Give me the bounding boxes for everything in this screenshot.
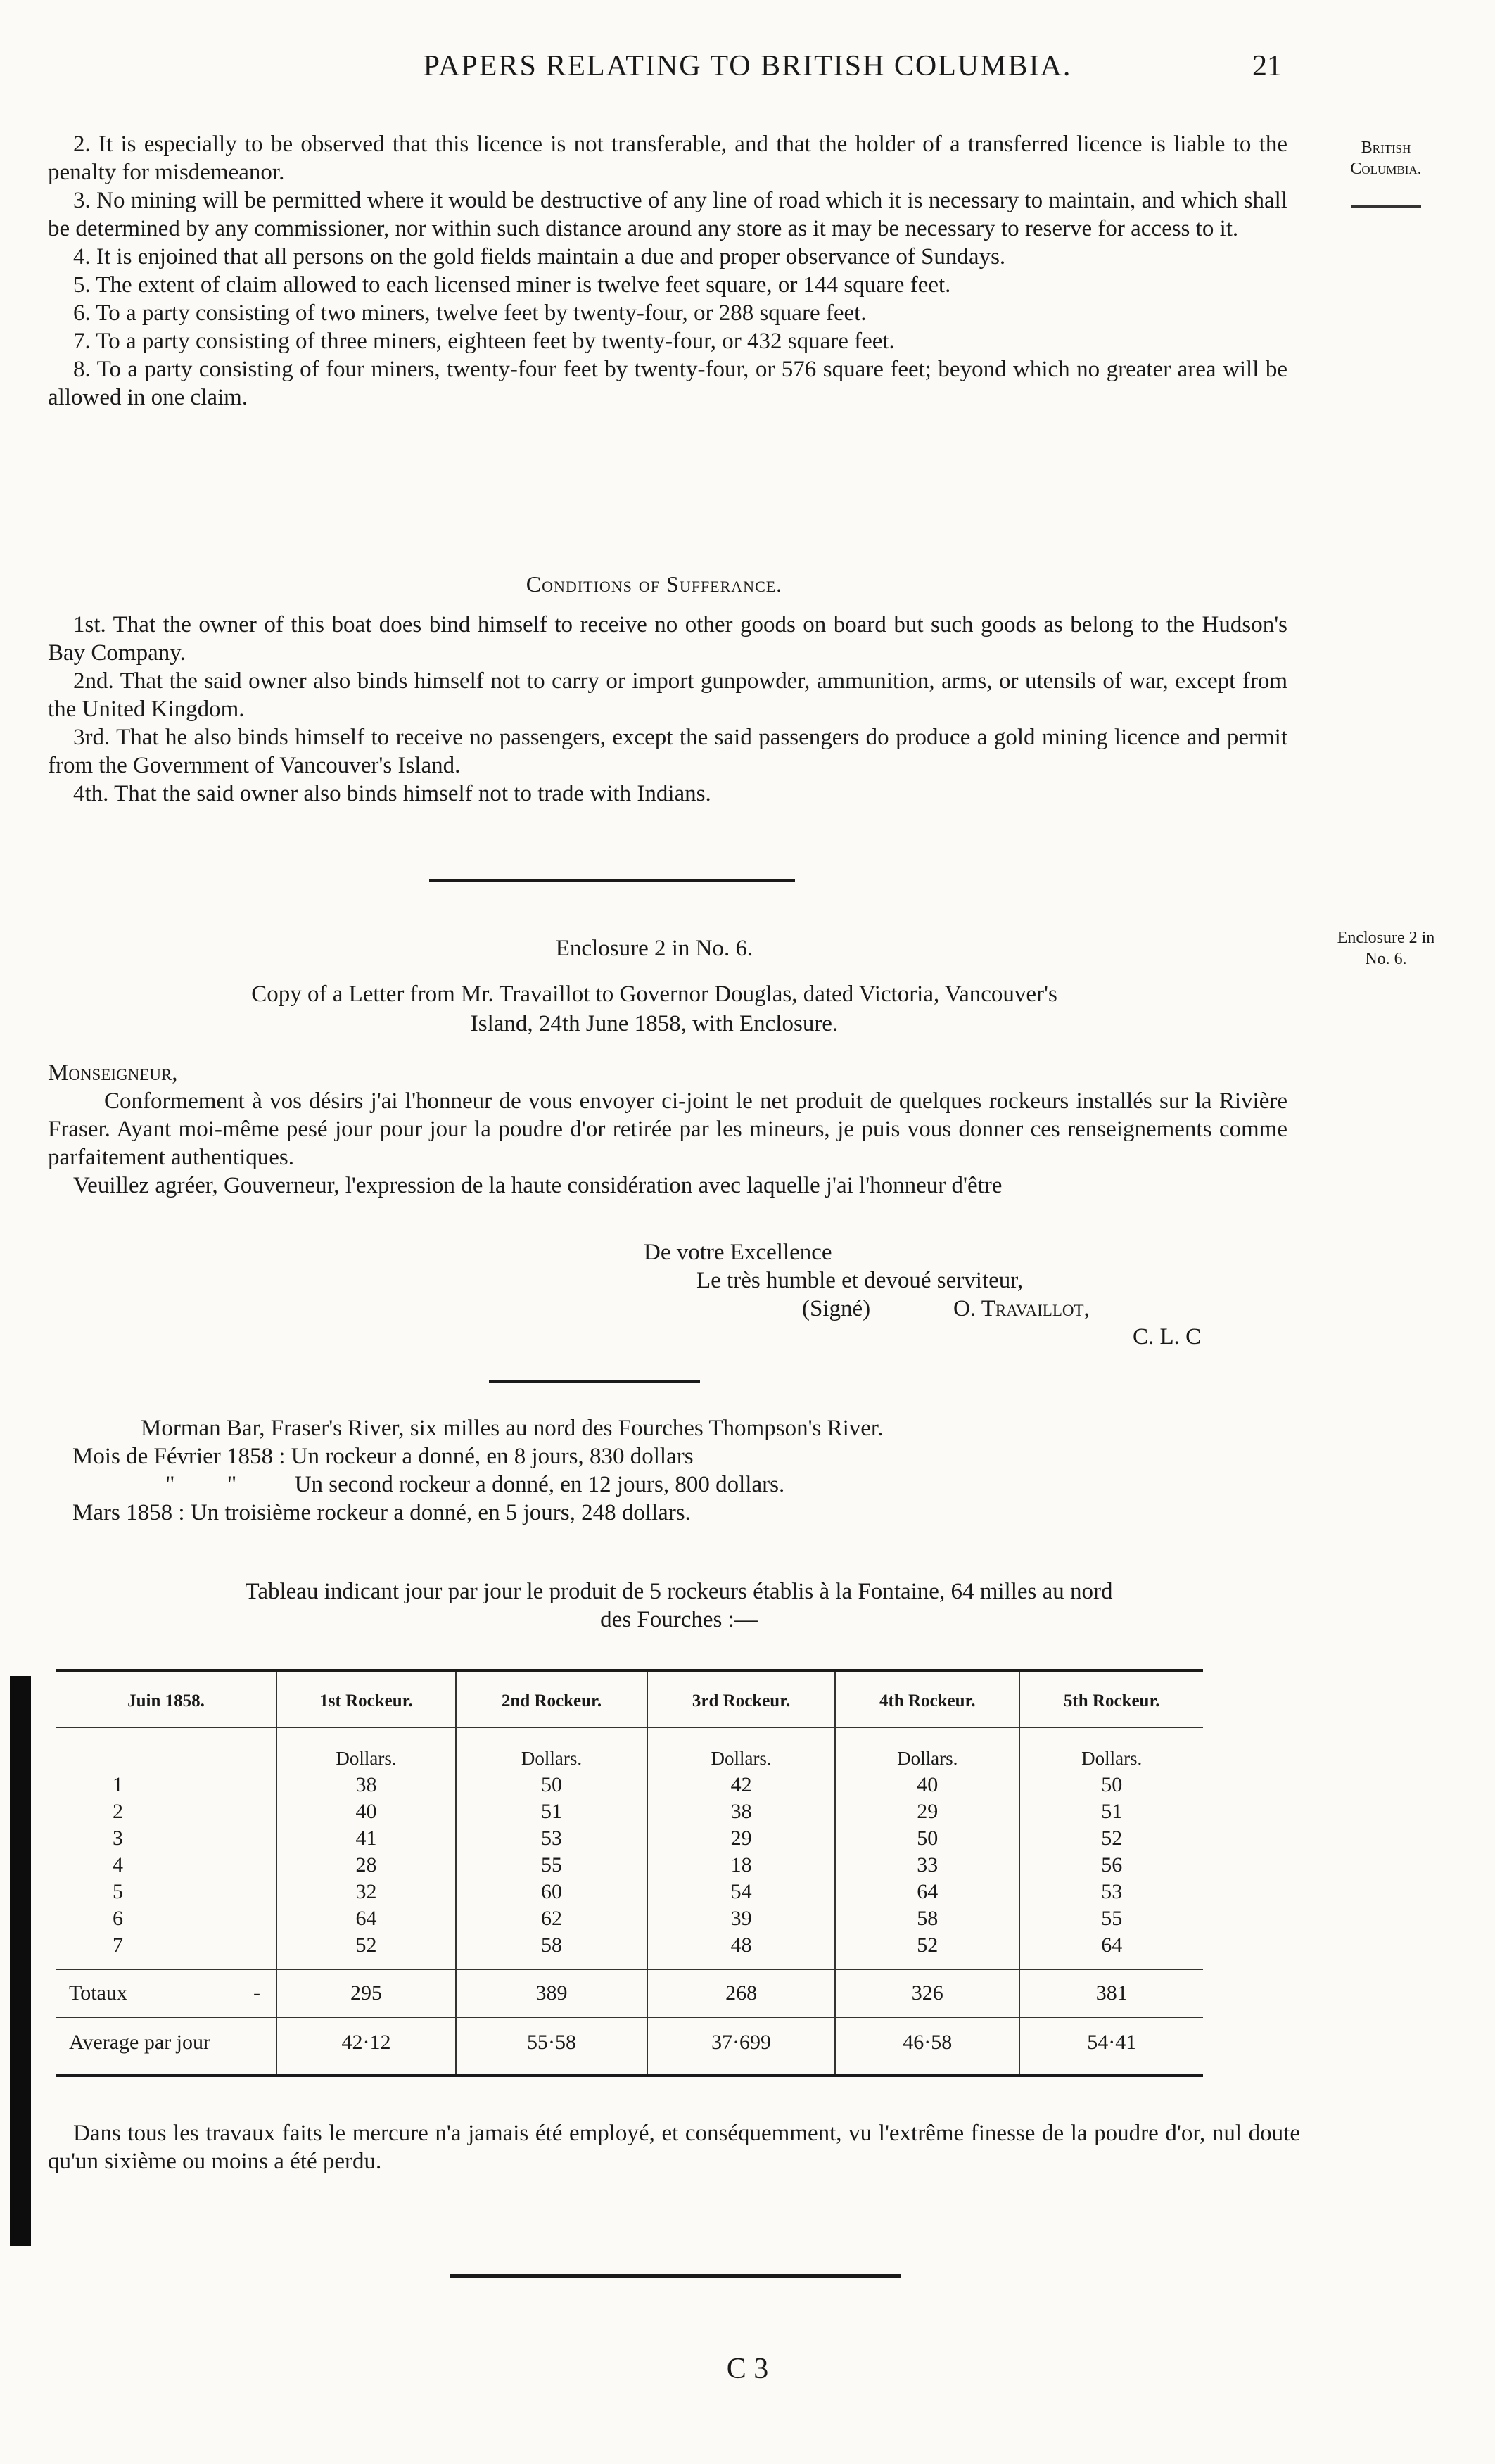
table-row <box>56 1798 1203 1825</box>
table-header: 1st Rockeur. <box>276 1670 456 1727</box>
table-cell: 38 <box>276 1772 456 1798</box>
sufferance-item: 1st. That the owner of this boat does bind himself to receive no other goods on board but such goods as belong to the Hudson's Bay Company. <box>48 612 1287 666</box>
table-cell: 29 <box>835 1798 1019 1825</box>
unit-label: Dollars. <box>1019 1727 1203 1772</box>
letter-signer: O. Travaillot, <box>953 1296 1090 1321</box>
margin-note-enclosure <box>1305 927 1467 970</box>
table-cell: 28 <box>276 1852 456 1879</box>
rockeur-table <box>56 1669 1203 2077</box>
section-divider <box>489 1380 700 1383</box>
average-cell: 42·12 <box>276 2017 456 2076</box>
table-cell: 52 <box>276 1932 456 1969</box>
average-cell: 54·41 <box>1019 2017 1203 2076</box>
table-cell <box>56 1727 276 1772</box>
table-cell: 58 <box>456 1932 647 1969</box>
margin-note-line: British <box>1361 139 1411 157</box>
table-cell: 29 <box>647 1825 835 1852</box>
letter-body <box>48 1059 1287 1200</box>
table-cell: 58 <box>835 1905 1019 1932</box>
table-cell: 18 <box>647 1852 835 1879</box>
averages-row <box>56 2017 1203 2076</box>
table-cell: 50 <box>835 1825 1019 1852</box>
letter-paragraph: Veuillez agréer, Gouverneur, l'expression de la haute considération avec laquelle j'ai l'honneur d'être <box>73 1173 1003 1198</box>
letter-signed: (Signé) <box>802 1296 871 1321</box>
table-cell: 53 <box>1019 1879 1203 1905</box>
table-header: 2nd Rockeur. <box>456 1670 647 1727</box>
table-header-row <box>56 1670 1203 1727</box>
table-header: Juin 1858. <box>127 1691 205 1710</box>
total-cell: 295 <box>276 1969 456 2017</box>
average-cell: 37·699 <box>647 2017 835 2076</box>
table-cell: 64 <box>276 1905 456 1932</box>
table-cell: 55 <box>456 1852 647 1879</box>
table-row <box>56 1772 1203 1798</box>
mormon-bar-line: Morman Bar, Fraser's River, six milles au nord des Fourches Thompson's River. <box>141 1416 884 1441</box>
unit-label: Dollars. <box>835 1727 1019 1772</box>
mormon-bar-line: Mois de Février 1858 : Un rockeur a donné, en 8 jours, 830 dollars <box>72 1444 694 1469</box>
mormon-bar-line: Mars 1858 : Un troisième rockeur a donné, en 5 jours, 248 dollars. <box>72 1500 691 1525</box>
table-cell: 38 <box>647 1798 835 1825</box>
table-cell: 41 <box>276 1825 456 1852</box>
totals-label <box>56 1969 276 2017</box>
table-cell: 42 <box>647 1772 835 1798</box>
page-footer-signature: C 3 <box>726 2353 769 2385</box>
letter-salutation: Monseigneur, <box>48 1060 178 1086</box>
table-cell: 40 <box>276 1798 456 1825</box>
table-row <box>56 1932 1203 1969</box>
sufferance-item: 4th. That the said owner also binds himself not to trade with Indians. <box>73 781 711 806</box>
licence-rules <box>48 130 1287 412</box>
table-cell: 64 <box>835 1879 1019 1905</box>
table-cell: 52 <box>835 1932 1019 1969</box>
page-header-title: PAPERS RELATING TO BRITISH COLUMBIA. <box>423 50 1072 82</box>
table-cell: 39 <box>647 1905 835 1932</box>
rule-item: 5. The extent of claim allowed to each licensed miner is twelve feet square, or 144 square feet. <box>73 272 951 298</box>
day-cell: 2 <box>113 1800 123 1823</box>
average-label: Average par jour <box>56 2017 276 2076</box>
table-header: 4th Rockeur. <box>835 1670 1019 1727</box>
rule-item: 2. It is especially to be observed that this licence is not transferable, and that the holder of a transferred licence is liable to the penalty for misdemeanor. <box>48 132 1287 185</box>
letter-closing: De votre Excellence <box>644 1240 832 1265</box>
mormon-bar-line: " " Un second rockeur a donné, en 12 jours, 800 dollars. <box>165 1472 785 1497</box>
day-cell: 7 <box>113 1933 123 1957</box>
rule-item: 8. To a party consisting of four miners, twenty-four feet by twenty-four, or 576 square feet; beyond which no greater area will be allowed in one claim. <box>48 357 1287 410</box>
total-cell: 389 <box>456 1969 647 2017</box>
table-cell: 54 <box>647 1879 835 1905</box>
tableau-caption-line: des Fourches :— <box>600 1607 758 1632</box>
table-cell: 48 <box>647 1932 835 1969</box>
table-cell: 50 <box>1019 1772 1203 1798</box>
table-cell: 33 <box>835 1852 1019 1879</box>
table-cell: 60 <box>456 1879 647 1905</box>
table-cell: 51 <box>456 1798 647 1825</box>
rule-item: 6. To a party consisting of two miners, twelve feet by twenty-four, or 288 square feet. <box>73 300 867 326</box>
table-cell: 64 <box>1019 1932 1203 1969</box>
table-unit-row <box>56 1727 1203 1772</box>
day-cell: 4 <box>113 1853 123 1876</box>
table-row <box>56 1852 1203 1879</box>
table-cell: 53 <box>456 1825 647 1852</box>
page-number: 21 <box>1252 50 1282 82</box>
table-row <box>56 1879 1203 1905</box>
rule-item: 4. It is enjoined that all persons on the gold fields maintain a due and proper observance of Sundays. <box>73 244 1006 269</box>
sufferance-item: 2nd. That the said owner also binds himself not to carry or import gunpowder, ammunition, arms, or utensils of war, except from the United Kingdom. <box>48 668 1287 722</box>
tableau-caption-line: Tableau indicant jour par jour le produit de 5 rockeurs établis à la Fontaine, 64 milles au nord <box>245 1579 1113 1604</box>
average-cell: 46·58 <box>835 2017 1019 2076</box>
sufferance-item: 3rd. That he also binds himself to receive no passengers, except the said passengers do produce a gold mining licence and permit from the Government of Vancouver's Island. <box>48 725 1287 778</box>
sufferance-list <box>48 611 1287 808</box>
unit-label: Dollars. <box>456 1727 647 1772</box>
table-cell: 52 <box>1019 1825 1203 1852</box>
letter-closing: Le très humble et devoué serviteur, <box>696 1268 1024 1293</box>
margin-note-line: Columbia. <box>1350 160 1422 178</box>
enclosure-caption-line: Island, 24th June 1858, with Enclosure. <box>470 1011 839 1036</box>
margin-note-british-columbia <box>1305 137 1467 179</box>
table-cell: 32 <box>276 1879 456 1905</box>
average-cell: 55·58 <box>456 2017 647 2076</box>
rule-item: 3. No mining will be permitted where it would be destructive of any line of road which it is necessary to maintain, and which shall be determined by any commissioner, nor within such distance around any store as it may be necessary to reserve for access to it. <box>48 188 1287 241</box>
day-cell: 6 <box>113 1907 123 1930</box>
total-cell: 381 <box>1019 1969 1203 2017</box>
unit-label: Dollars. <box>647 1727 835 1772</box>
section-divider <box>450 2274 901 2278</box>
table-row <box>56 1825 1203 1852</box>
sufferance-heading: Conditions of Sufferance. <box>526 571 783 597</box>
day-cell: 1 <box>113 1773 123 1796</box>
day-cell: 3 <box>113 1827 123 1850</box>
margin-note-line: Enclosure 2 in <box>1337 929 1435 947</box>
enclosure-title: Enclosure 2 in No. 6. <box>555 936 753 961</box>
table-header: 3rd Rockeur. <box>647 1670 835 1727</box>
closing-note-text: Dans tous les travaux faits le mercure n'a jamais été employé, et conséquemment, vu l'extrême finesse de la poudre d'or, nul doute qu'un sixième ou moins a été perdu. <box>48 2121 1300 2174</box>
table-cell: 51 <box>1019 1798 1203 1825</box>
unit-label: Dollars. <box>276 1727 456 1772</box>
day-cell: 5 <box>113 1880 123 1903</box>
section-divider <box>429 879 795 882</box>
margin-rule <box>1351 205 1421 208</box>
table-header: 5th Rockeur. <box>1019 1670 1203 1727</box>
closing-note <box>48 2119 1300 2176</box>
totals-row <box>56 1969 1203 2017</box>
letter-paragraph: Conformement à vos désirs j'ai l'honneur de vous envoyer ci-joint le net produit de quelques rockeurs installés sur la Rivière Fraser. Ayant moi-même pesé jour pour jour la poudre d'or retirée par les mineurs, je puis vous donner ces renseignements comme parfaitement authentiques. <box>48 1088 1287 1170</box>
table-cell: 40 <box>835 1772 1019 1798</box>
table-cell: 55 <box>1019 1905 1203 1932</box>
total-cell: 326 <box>835 1969 1019 2017</box>
margin-note-line: No. 6. <box>1365 950 1407 968</box>
enclosure-caption <box>0 979 1309 1039</box>
total-cell: 268 <box>647 1969 835 2017</box>
letter-signer-title: C. L. C <box>1133 1324 1202 1350</box>
table-cell: 50 <box>456 1772 647 1798</box>
dash-mark: - <box>253 1981 260 2005</box>
scan-edge-bar <box>10 1676 31 2246</box>
table-row <box>56 1905 1203 1932</box>
table-cell: 62 <box>456 1905 647 1932</box>
enclosure-caption-line: Copy of a Letter from Mr. Travaillot to Governor Douglas, dated Victoria, Vancouver's <box>251 982 1057 1007</box>
tableau-caption <box>53 1577 1305 1634</box>
rule-item: 7. To a party consisting of three miners, eighteen feet by twenty-four, or 432 square feet. <box>73 329 895 354</box>
table-cell: 56 <box>1019 1852 1203 1879</box>
totals-label-text: Totaux <box>69 1981 127 2005</box>
